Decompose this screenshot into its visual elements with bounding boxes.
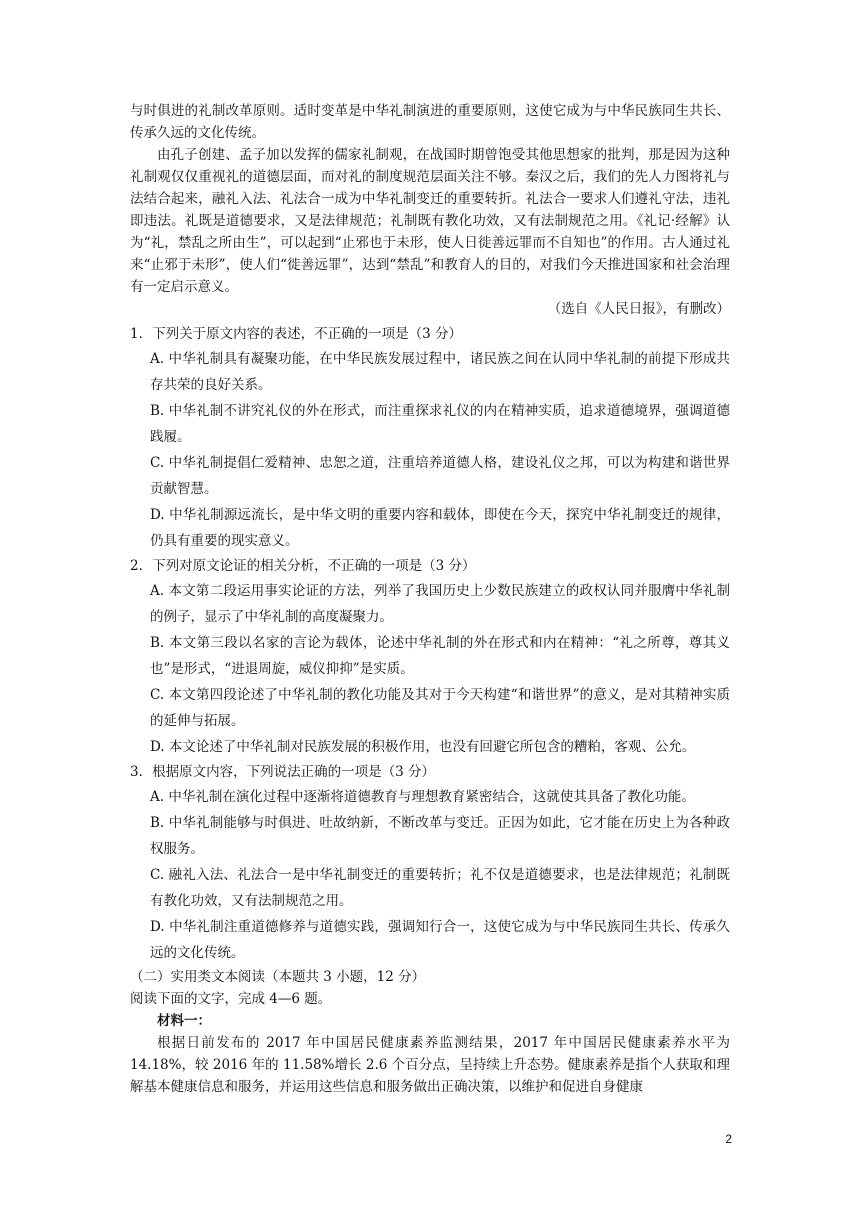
option-b: B. 中华礼制不讲究礼仪的外在形式，而注重探求礼仪的内在精神实质，追求道德境界，强调道德践履。 [150, 403, 730, 445]
material-title: 材料一： [157, 1013, 211, 1029]
option-c: C. 中华礼制提倡仁爱精神、忠恕之道，注重培养道德人格，建设礼仪之邦，可以为构建和谐世界贡献智慧。 [150, 455, 730, 497]
paragraph-confucian-ritual: 由孔子创建、孟子加以发挥的儒家礼制观，在战国时期曾饱受其他思想家的批判，那是因为这种礼制观仅仅重视礼的道德层面，而对礼的制度规范层面关注不够。秦汉之后，我们的先人力图将礼与法结合起来，融礼入法、礼法合一成为中华礼制变迁的重要转折。礼法合一要求人们遵礼守法，违礼即违法。礼既是道德要求，又是法律规范；礼制既有教化功效，又有法制规范之用。《礼记·经解》认为“礼，禁乱之所由生”，可以起到“止邪也于未形，使人日徙善远罪而不自知也”的作用。古人通过礼来“止邪于未形”，使人们“徙善远罪”，达到“禁乱”和教育人的目的，对我们今天推进国家和社会治理有一定启示意义。 [130, 147, 730, 295]
question-stem: 3．根据原文内容，下列说法正确的一项是（3 分） [130, 764, 435, 780]
document-body [130, 100, 730, 1098]
section-instruction: 阅读下面的文字，完成 4—6 题。 [130, 991, 332, 1007]
option-a: A. 本文第二段运用事实论证的方法，列举了我国历史上少数民族建立的政权认同并服膺中华礼制的例子，显示了中华礼制的高度凝聚力。 [150, 583, 730, 625]
option-d: D. 本文论述了中华礼制对民族发展的积极作用，也没有回避它所包含的糟粕，客观、公允。 [150, 739, 696, 755]
option-b: B. 中华礼制能够与时俱进、吐故纳新，不断改革与变迁。正因为如此，它才能在历史上为各种政权服务。 [150, 815, 730, 857]
material-text: 根据日前发布的 2017 年中国居民健康素养监测结果，2017 年中国居民健康素养水平为 14.18%，较 2016 年的 11.58%增长 2.6 个百分点，呈持续上升态势。健康素养是指个人获取和理解基本健康信息和服务，并运用这些信息和服务做出正确决策，以维护和促进自身健康 [130, 1035, 730, 1095]
option-d: D. 中华礼制源远流长，是中华文明的重要内容和载体，即使在今天，探究中华礼制变迁的规律，仍具有重要的现实意义。 [150, 507, 730, 549]
option-a: A. 中华礼制在演化过程中逐渐将道德教育与理想教育紧密结合，这就使其具备了教化功能。 [150, 789, 695, 805]
question-3 [130, 760, 730, 966]
option-c: C. 融礼入法、礼法合一是中华礼制变迁的重要转折；礼不仅是道德要求，也是法律规范；礼制既有教化功效，又有法制规范之用。 [150, 867, 730, 909]
question-2 [130, 554, 730, 760]
question-stem: 1．下列关于原文内容的表述，不正确的一项是（3 分） [130, 326, 462, 342]
option-b: B. 本文第三段以名家的言论为载体，论述中华礼制的外在形式和内在精神：“礼之所尊，尊其义也”是形式，“进退周旋，威仪抑抑”是实质。 [150, 635, 730, 677]
option-c: C. 本文第四段论述了中华礼制的教化功能及其对于今天构建“和谐世界”的意义，是对其精神实质的延伸与拓展。 [150, 687, 730, 729]
question-stem: 2．下列对原文论证的相关分析，不正确的一项是（3 分） [130, 558, 476, 574]
option-d: D. 中华礼制注重道德修养与道德实践，强调知行合一，这使它成为与中华民族同生共长、传承久远的文化传统。 [150, 919, 730, 961]
paragraph-continuation: 与时俱进的礼制改革原则。适时变革是中华礼制演进的重要原则，这使它成为与中华民族同生共长、传承久远的文化传统。 [130, 103, 730, 141]
source-note: （选自《人民日报》，有删改） [547, 301, 730, 317]
page-number: 2 [725, 1132, 732, 1146]
section-practical-reading [130, 966, 730, 1098]
question-1 [130, 322, 730, 554]
option-a: A. 中华礼制具有凝聚功能，在中华民族发展过程中，诸民族之间在认同中华礼制的前提下形成共存共荣的良好关系。 [150, 351, 730, 393]
section-heading: （二）实用类文本阅读（本题共 3 小题，12 分） [130, 969, 426, 985]
